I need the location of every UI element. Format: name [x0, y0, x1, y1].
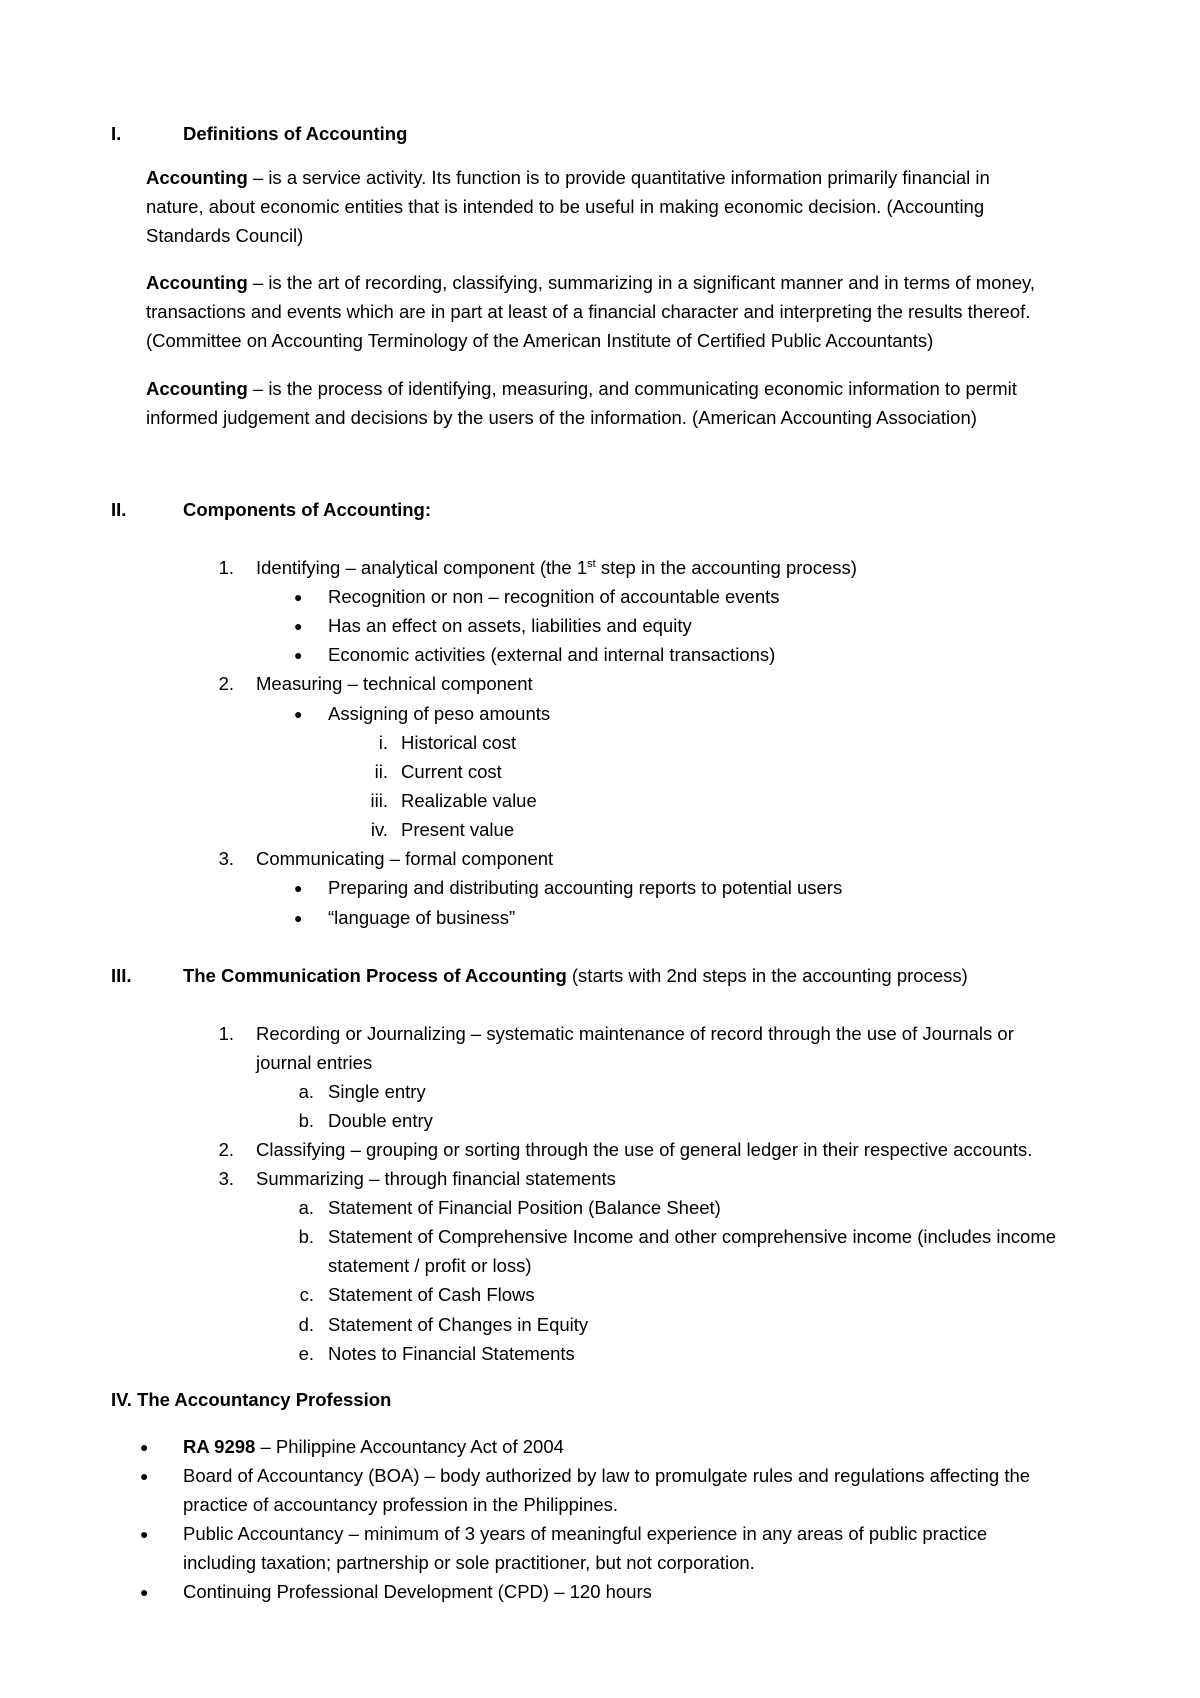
- statement-b-text: Statement of Comprehensive Income and other comprehensive income (includes income: [328, 1226, 1057, 1247]
- component-2-text: Measuring – technical component: [256, 673, 533, 694]
- measure-sub-4-number: iv.: [370, 819, 388, 840]
- section-3-heading: The Communication Process of Accounting (starts with 2nd steps in the accounting process): [183, 965, 968, 986]
- measure-sub-2-number: ii.: [374, 761, 388, 782]
- bullet-icon: ●: [294, 706, 303, 722]
- process-2-number: 2.: [218, 1139, 234, 1160]
- component-1-bullet-1: Recognition or non – recognition of accountable events: [328, 586, 780, 607]
- profession-bullet-3-line-1: Public Accountancy – minimum of 3 years of meaningful experience in any areas of public practice: [183, 1523, 988, 1544]
- statement-c-letter: c.: [299, 1284, 314, 1305]
- process-3-line-1: Summarizing – through financial statements: [256, 1168, 616, 1189]
- statement-c-text: Statement of Cash Flows: [328, 1284, 535, 1305]
- statement-d-text: Statement of Changes in Equity: [328, 1314, 589, 1335]
- definition-3-line-1: Accounting – is the process of identifying, measuring, and communicating economic information to permit: [146, 378, 1017, 399]
- profession-bullet-1: RA 9298 – Philippine Accountancy Act of 2004: [183, 1436, 564, 1457]
- section-1-roman: I.: [111, 123, 122, 144]
- process-1-sub-a-letter: a.: [298, 1081, 314, 1102]
- component-2-bullet-1: Assigning of peso amounts: [328, 703, 551, 724]
- bullet-icon: ●: [140, 1439, 149, 1455]
- profession-bullet-3-line-2: including taxation; partnership or sole practitioner, but not corporation.: [183, 1552, 755, 1573]
- statement-b-letter: b.: [298, 1226, 314, 1247]
- process-1-sub-a-text: Single entry: [328, 1081, 426, 1102]
- definition-2-line-2: transactions and events which are in part at least of a financial character and interpreting the results thereof.: [146, 301, 1031, 322]
- component-1-bullet-2: Has an effect on assets, liabilities and equity: [328, 615, 692, 636]
- profession-bullet-2-line-1: Board of Accountancy (BOA) – body authorized by law to promulgate rules and regulations affecting the: [183, 1465, 1031, 1486]
- section-2-heading: Components of Accounting:: [183, 499, 432, 520]
- component-1-text: Identifying – analytical component (the 1st step in the accounting process): [256, 557, 857, 578]
- definition-1-line-3: Standards Council): [146, 225, 304, 246]
- component-1-number: 1.: [218, 557, 234, 578]
- measure-sub-1-text: Historical cost: [401, 732, 517, 753]
- definition-1-line-2: nature, about economic entities that is intended to be useful in making economic decision. (Accounting: [146, 196, 985, 217]
- bullet-icon: ●: [140, 1526, 149, 1542]
- bullet-icon: ●: [294, 589, 303, 605]
- bullet-icon: ●: [140, 1584, 149, 1600]
- definition-2-line-1: Accounting – is the art of recording, classifying, summarizing in a significant manner and in terms of money,: [146, 272, 1036, 293]
- component-2-number: 2.: [218, 673, 234, 694]
- bullet-icon: ●: [294, 910, 303, 926]
- measure-sub-3-text: Realizable value: [401, 790, 537, 811]
- component-3-bullet-1: Preparing and distributing accounting reports to potential users: [328, 877, 843, 898]
- statement-d-letter: d.: [298, 1314, 314, 1335]
- bullet-icon: ●: [140, 1468, 149, 1484]
- section-4-heading: IV. The Accountancy Profession: [111, 1389, 392, 1410]
- profession-bullet-2-line-2: practice of accountancy profession in the Philippines.: [183, 1494, 619, 1515]
- definition-3-line-2: informed judgement and decisions by the users of the information. (American Accounting Association): [146, 407, 977, 428]
- section-3-roman: III.: [111, 965, 132, 986]
- statement-a-text: Statement of Financial Position (Balance Sheet): [328, 1197, 721, 1218]
- process-1-line-2: journal entries: [256, 1052, 373, 1073]
- definition-1-line-1: Accounting – is a service activity. Its function is to provide quantitative information primarily financial in: [146, 167, 990, 188]
- component-1-bullet-3: Economic activities (external and internal transactions): [328, 644, 776, 665]
- process-2-line-1: Classifying – grouping or sorting through the use of general ledger in their respective accounts.: [256, 1139, 1033, 1160]
- section-2-roman: II.: [111, 499, 127, 520]
- component-3-number: 3.: [218, 848, 234, 869]
- bullet-icon: ●: [294, 647, 303, 663]
- process-1-number: 1.: [218, 1023, 234, 1044]
- statement-e-text: Notes to Financial Statements: [328, 1343, 575, 1364]
- bullet-icon: ●: [294, 618, 303, 634]
- process-1-line-1: Recording or Journalizing – systematic maintenance of record through the use of Journals or: [256, 1023, 1014, 1044]
- profession-bullet-4: Continuing Professional Development (CPD) – 120 hours: [183, 1581, 652, 1602]
- measure-sub-4-text: Present value: [401, 819, 515, 840]
- process-3-number: 3.: [218, 1168, 234, 1189]
- bullet-icon: ●: [294, 880, 303, 896]
- measure-sub-1-number: i.: [378, 732, 388, 753]
- statement-e-letter: e.: [298, 1343, 314, 1364]
- definition-2-line-3: (Committee on Accounting Terminology of the American Institute of Certified Public Accountants): [146, 330, 934, 351]
- component-3-text: Communicating – formal component: [256, 848, 554, 869]
- statement-b-text-cont: statement / profit or loss): [328, 1255, 532, 1276]
- section-1-heading: Definitions of Accounting: [183, 123, 408, 144]
- component-3-bullet-2: “language of business”: [328, 907, 516, 928]
- statement-a-letter: a.: [298, 1197, 314, 1218]
- process-1-sub-b-letter: b.: [298, 1110, 314, 1131]
- measure-sub-2-text: Current cost: [401, 761, 502, 782]
- measure-sub-3-number: iii.: [370, 790, 388, 811]
- process-1-sub-b-text: Double entry: [328, 1110, 433, 1131]
